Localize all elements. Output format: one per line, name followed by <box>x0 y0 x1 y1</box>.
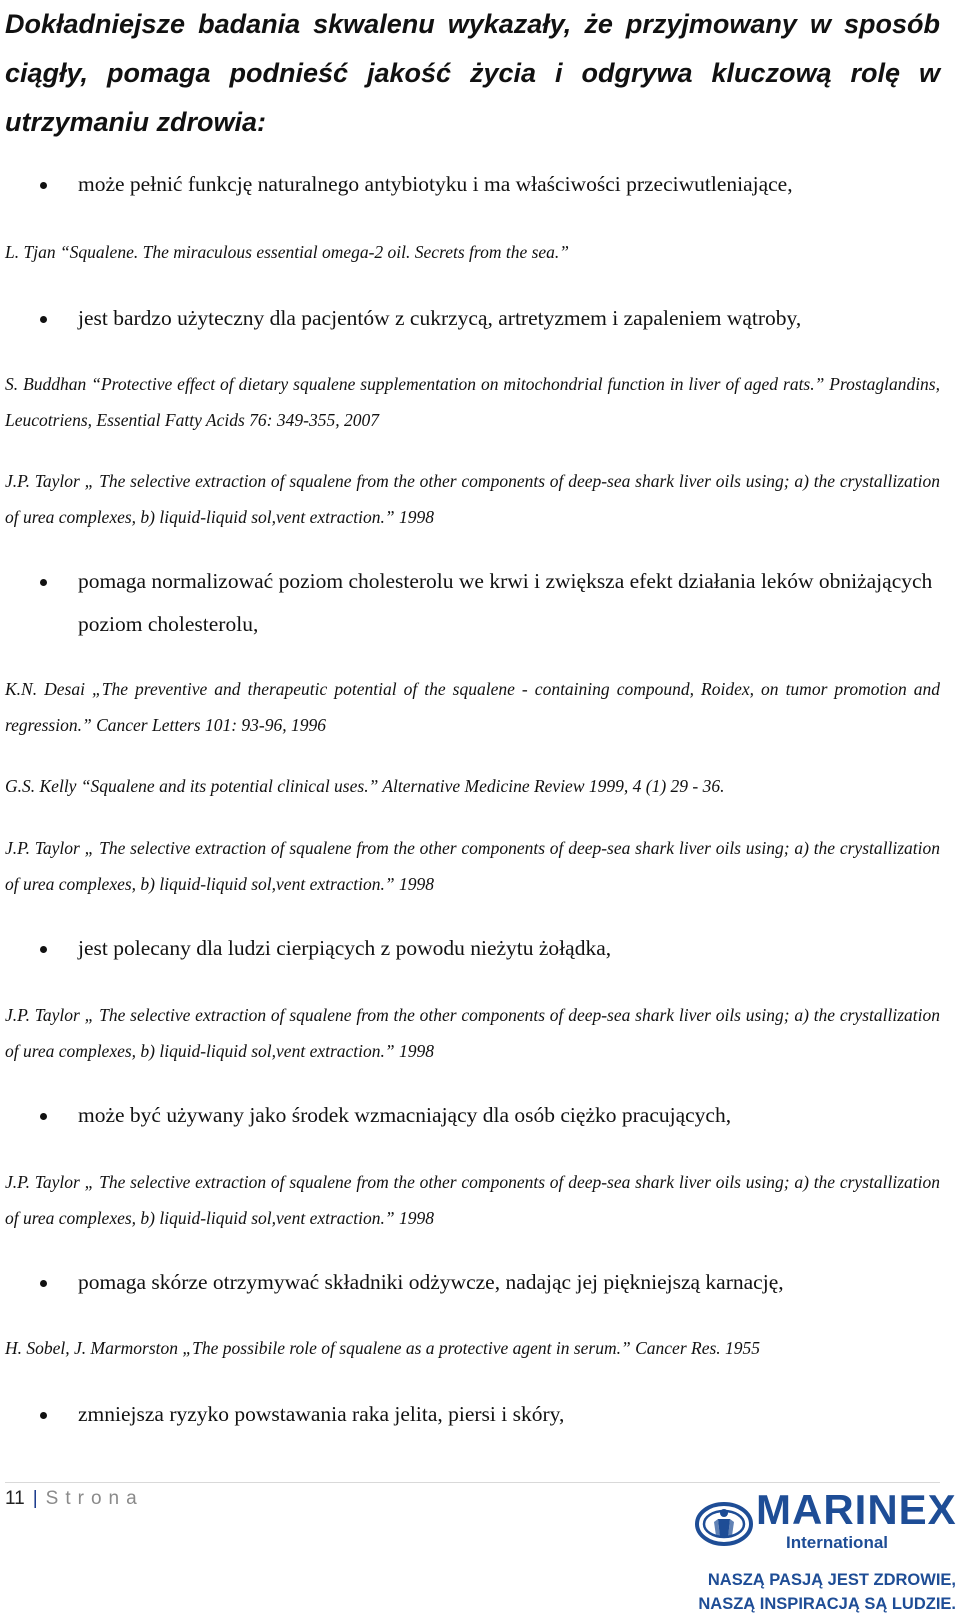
reference: G.S. Kelly “Squalene and its potential clinical uses.” Alternative Medicine Review 1999, 4 (1) 29 - 36. <box>5 776 725 796</box>
footer-divider <box>5 1482 940 1483</box>
bullet-text: zmniejsza ryzyko powstawania raka jelita, piersi i skóry, <box>78 1402 565 1426</box>
bullet-dot-icon <box>40 946 47 953</box>
reference: L. Tjan “Squalene. The miraculous essential omega-2 oil. Secrets from the sea.” <box>5 242 570 262</box>
bullet-text: jest polecany dla ludzi cierpiących z powodu nieżytu żołądka, <box>78 936 612 960</box>
bullet-dot-icon <box>40 1280 47 1287</box>
page-number-separator: | <box>32 1488 38 1509</box>
page-number <box>5 1488 144 1510</box>
reference: J.P. Taylor „ The selective extraction of squalene from the other components of deep-sea shark liver oils using; a) the crystallization of urea complexes, b) liquid-liquid sol,vent extraction.” 1998 <box>5 838 940 894</box>
bullet-text: może być używany jako środek wzmacniający dla osób ciężko pracujących, <box>78 1103 732 1127</box>
slogan-line: NASZĄ INSPIRACJĄ SĄ LUDZIE. <box>698 1595 956 1613</box>
reference: J.P. Taylor „ The selective extraction of squalene from the other components of deep-sea shark liver oils using; a) the crystallization of urea complexes, b) liquid-liquid sol,vent extraction.” 1998 <box>5 1172 940 1228</box>
bullet-text: pomaga skórze otrzymywać składniki odżywcze, nadając jej piękniejszą karnację, <box>78 1270 784 1294</box>
marinex-emblem-icon <box>694 1494 754 1554</box>
slogan-line: NASZĄ PASJĄ JEST ZDROWIE, <box>707 1571 956 1589</box>
reference: J.P. Taylor „ The selective extraction of squalene from the other components of deep-sea shark liver oils using; a) the crystallization of urea complexes, b) liquid-liquid sol,vent extraction.” 1998 <box>5 1005 940 1061</box>
section-heading: Dokładniejsze badania skwalenu wykazały, że przyjmowany w sposób ciągły, pomaga podnieść jakość życia i odgrywa kluczową rolę w utrzymaniu zdrowia: <box>5 9 940 137</box>
bullet-dot-icon <box>40 1412 47 1419</box>
logo-name: MARINEX <box>756 1486 957 1533</box>
slogan <box>694 1568 956 1616</box>
page-word: Strona <box>45 1488 144 1509</box>
reference: K.N. Desai „The preventive and therapeutic potential of the squalene - containing compound, Roidex, on tumor promotion and regression.” Cancer Letters 101: 93-96, 1996 <box>5 679 940 735</box>
bullet-dot-icon <box>40 316 47 323</box>
bullet-text: pomaga normalizować poziom cholesterolu we krwi i zwiększa efekt działania leków obniżających poziom cholesterolu, <box>78 569 933 636</box>
bullet-dot-icon <box>40 1113 47 1120</box>
page-number-value: 11 <box>5 1488 25 1509</box>
bullet-dot-icon <box>40 579 47 586</box>
logo-subtitle: International <box>786 1533 889 1552</box>
reference: S. Buddhan “Protective effect of dietary squalene supplementation on mitochondrial function in liver of aged rats.” Prostaglandins, Leucotriens, Essential Fatty Acids 76: 349-355, 2007 <box>5 374 940 430</box>
marinex-logo <box>694 1488 956 1568</box>
reference: H. Sobel, J. Marmorston „The possibile role of squalene as a protective agent in serum.” Cancer Res. 1955 <box>5 1338 761 1358</box>
bullet-dot-icon <box>40 182 47 189</box>
bullet-text: może pełnić funkcję naturalnego antybiotyku i ma właściwości przeciwutleniające, <box>78 172 793 196</box>
bullet-text: jest bardzo użyteczny dla pacjentów z cukrzycą, artretyzmem i zapaleniem wątroby, <box>78 306 802 330</box>
reference: J.P. Taylor „ The selective extraction of squalene from the other components of deep-sea shark liver oils using; a) the crystallization of urea complexes, b) liquid-liquid sol,vent extraction.” 1998 <box>5 471 940 527</box>
